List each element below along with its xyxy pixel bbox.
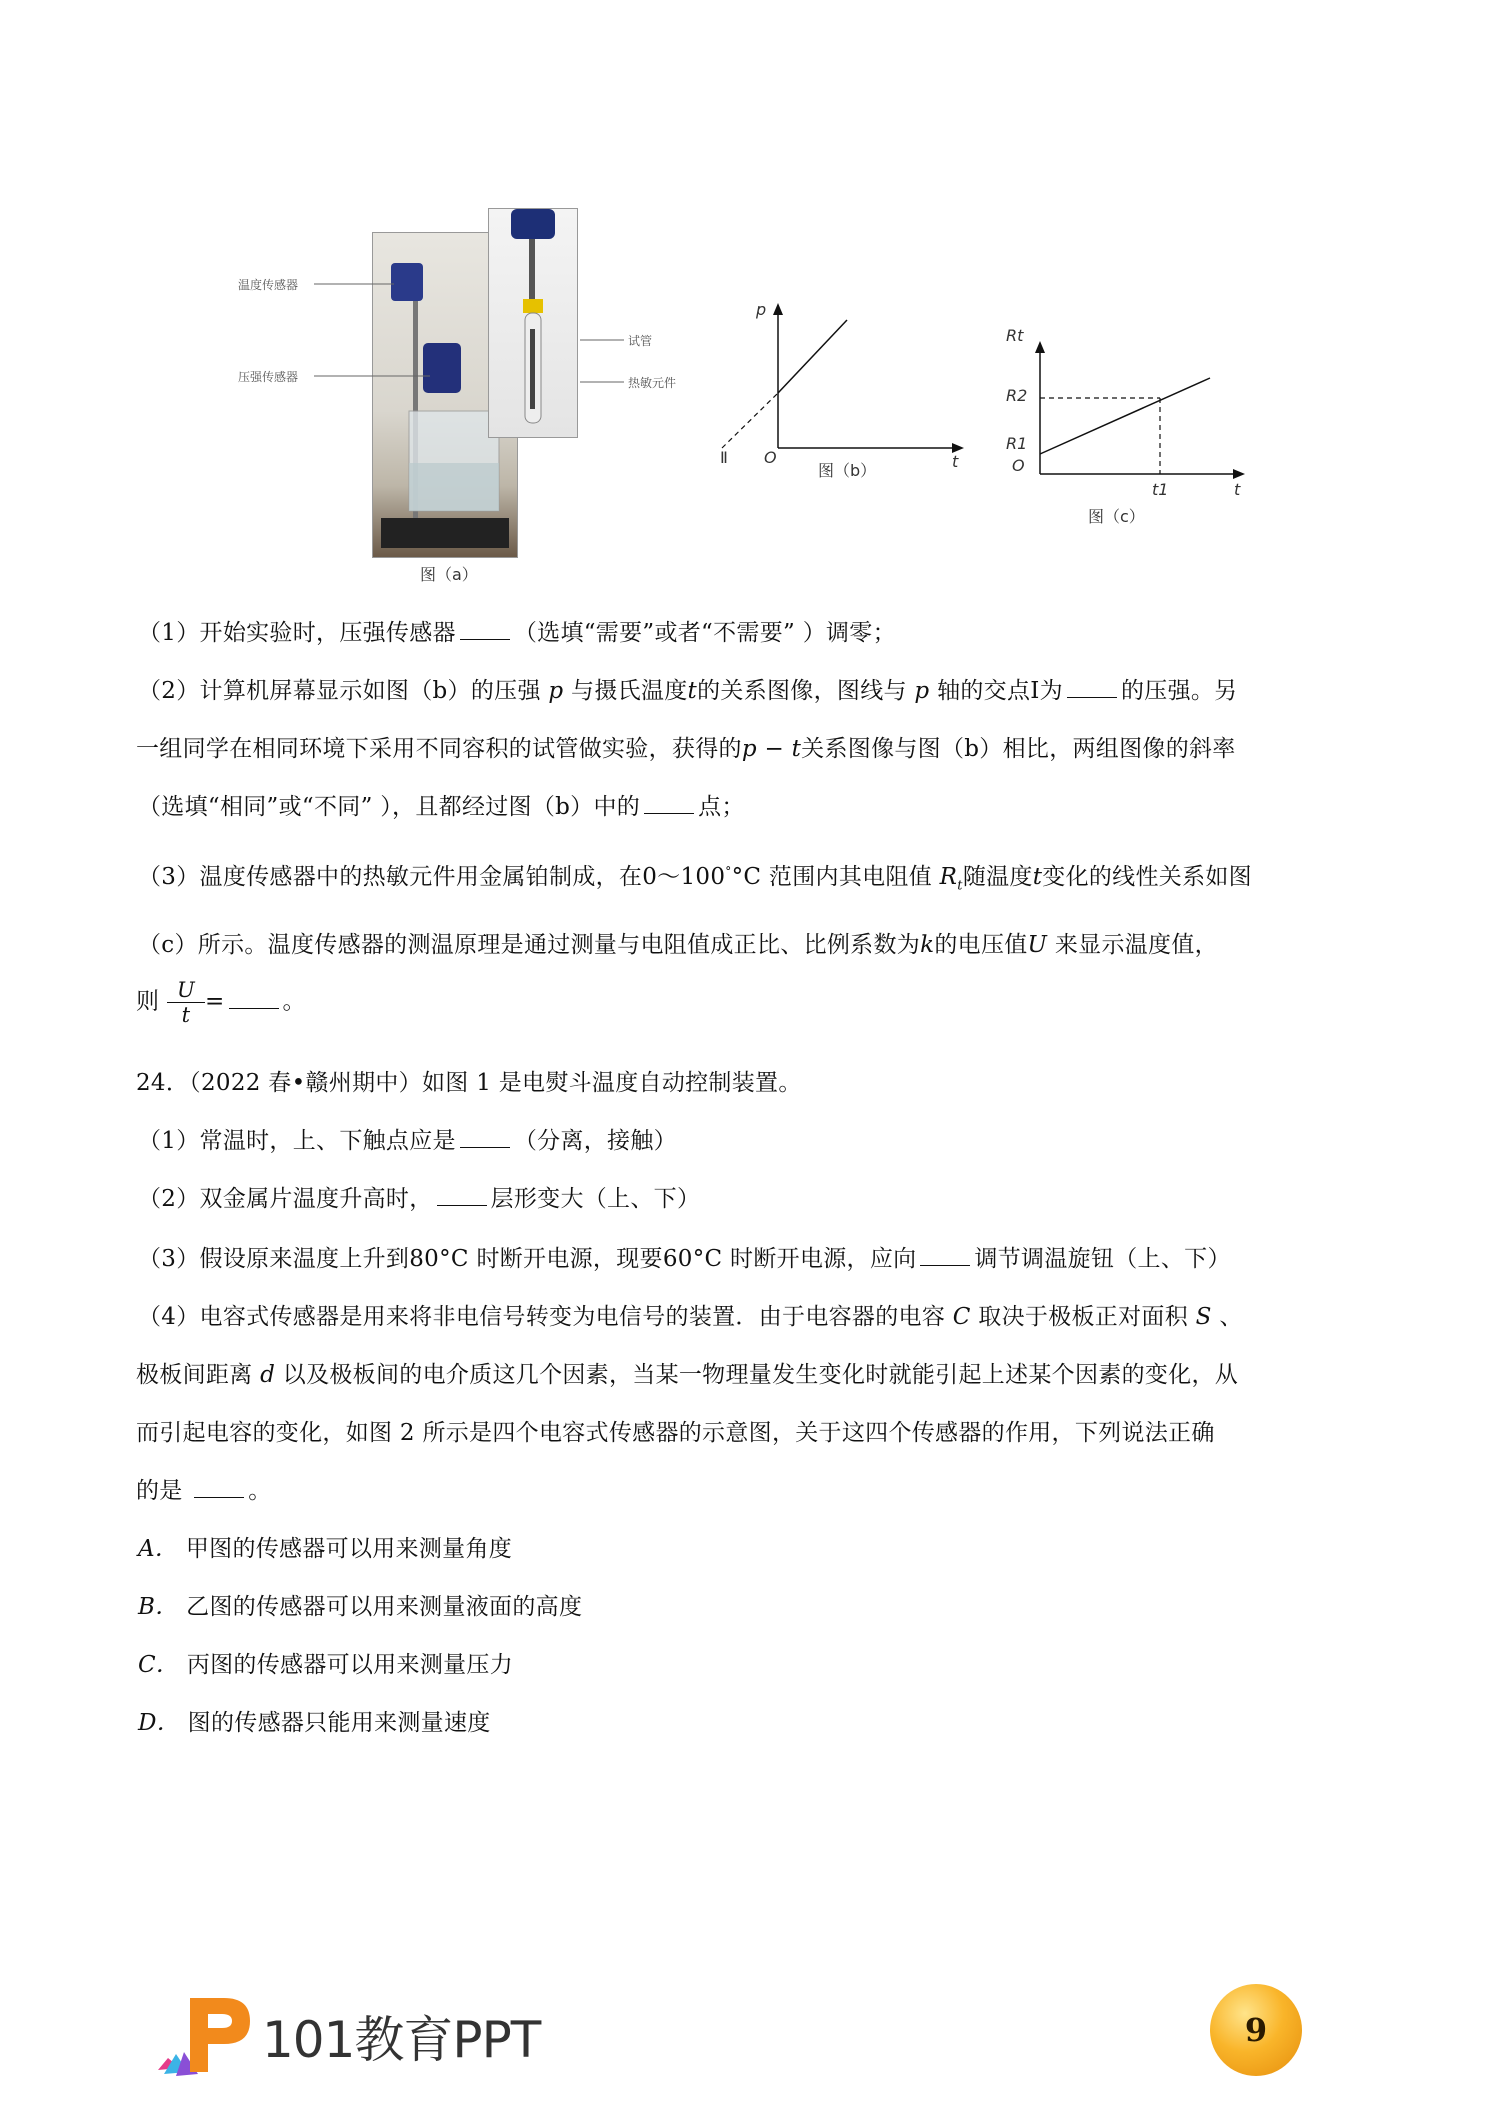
option-a[interactable]: A． 甲图的传感器可以用来测量角度: [138, 1536, 513, 1562]
option-d[interactable]: D． 图的传感器只能用来测量速度: [138, 1710, 491, 1736]
q24-part4-line4: 的是 。: [136, 1478, 272, 1504]
answer-blank[interactable]: [437, 1185, 487, 1206]
q24-title: 24．（2022 春•赣州期中）如图 1 是电熨斗温度自动控制装置。: [136, 1070, 802, 1096]
answer-blank[interactable]: [229, 988, 279, 1009]
graph-b: [712, 298, 972, 478]
caption-c: 图（c）: [1088, 507, 1145, 526]
q23-part2: （2）计算机屏幕显示如图（b）的压强 p 与摄氏温度t的关系图像，图线与 p 轴的交点Ⅰ为 的压强。另: [138, 678, 1238, 704]
label-test-tube: 试管: [628, 334, 653, 348]
q23-part2-line3: （选填“相同”或“不同” ），且都经过图（b）中的 点；: [138, 794, 745, 820]
q23-part1: （1）开始实验时，压强传感器 （选填“需要”或者“不需要” ）调零；: [138, 620, 896, 646]
q23-part3-line2: （c）所示。温度传感器的测温原理是通过测量与电阻值成正比、比例系数为k的电压值U 来显示温度值，: [138, 932, 1218, 958]
graph-c: [1030, 336, 1260, 496]
q24-part1: （1）常温时，上、下触点应是 （分离，接触）: [138, 1128, 677, 1154]
q24-part3: （3）假设原来温度上升到80°C 时断开电源，现要60°C 时断开电源，应向 调节调温旋钮（上、下）: [138, 1246, 1231, 1272]
logo-p-icon: [150, 1988, 260, 2078]
q23-part2-line2: 一组同学在相同环境下采用不同容积的试管做实验，获得的p − t关系图像与图（b）相比，两组图像的斜率: [136, 736, 1236, 762]
option-c[interactable]: C． 丙图的传感器可以用来测量压力: [138, 1652, 514, 1678]
fraction-u-over-t: $\frac{U}{t}$: [167, 978, 205, 1027]
q23-part3: （3）温度传感器中的热敏元件用金属铂制成，在0～100°°C 范围内其电阻值 $R_t$随温度t变化的线性关系如图: [138, 864, 1252, 894]
graph-c-r1: R1: [1006, 434, 1028, 453]
graph-c-r2: R2: [1006, 386, 1028, 405]
graph-b-point: Ⅱ: [720, 448, 728, 467]
answer-blank[interactable]: [460, 619, 510, 640]
answer-blank[interactable]: [644, 793, 694, 814]
q23-part3-line3: 则 $\frac{U}{t}$ = 。: [136, 978, 306, 1027]
answer-blank[interactable]: [460, 1127, 510, 1148]
page-number-badge: 9: [1210, 1984, 1302, 2076]
graph-c-origin: O: [1012, 456, 1025, 475]
q24-part4-line2: 极板间距离 d 以及极板间的电介质这几个因素，当某一物理量发生变化时就能引起上述某个因素的变化，从: [136, 1362, 1239, 1388]
option-b[interactable]: B． 乙图的传感器可以用来测量液面的高度: [138, 1594, 583, 1620]
label-temp-sensor: 温度传感器: [238, 278, 299, 292]
logo-text: 101教育PPT: [262, 2011, 541, 2069]
answer-blank[interactable]: [1067, 677, 1117, 698]
answer-blank[interactable]: [920, 1245, 970, 1266]
label-thermistor: 热敏元件: [628, 376, 677, 390]
graph-b-y-axis: p: [756, 300, 767, 319]
q24-part4: （4）电容式传感器是用来将非电信号转变为电信号的装置．由于电容器的电容 C 取决于极板正对面积 S 、: [138, 1304, 1243, 1330]
caption-a: 图（a）: [420, 565, 478, 584]
answer-blank[interactable]: [194, 1477, 244, 1498]
figure-area: [0, 0, 1488, 600]
graph-c-x-axis: t: [1234, 480, 1241, 499]
label-pressure-sensor: 压强传感器: [238, 370, 299, 384]
q24-part2: （2）双金属片温度升高时， 层形变大（上、下）: [138, 1186, 701, 1212]
graph-b-x-axis: t: [952, 452, 959, 471]
graph-c-t1: t1: [1152, 480, 1169, 499]
graph-b-origin: O: [764, 448, 777, 467]
graph-c-y-axis: Rt: [1006, 326, 1024, 345]
q24-part4-line3: 而引起电容的变化，如图 2 所示是四个电容式传感器的示意图，关于这四个传感器的作用，下列说法正确: [136, 1420, 1215, 1446]
caption-b: 图（b）: [818, 461, 877, 480]
